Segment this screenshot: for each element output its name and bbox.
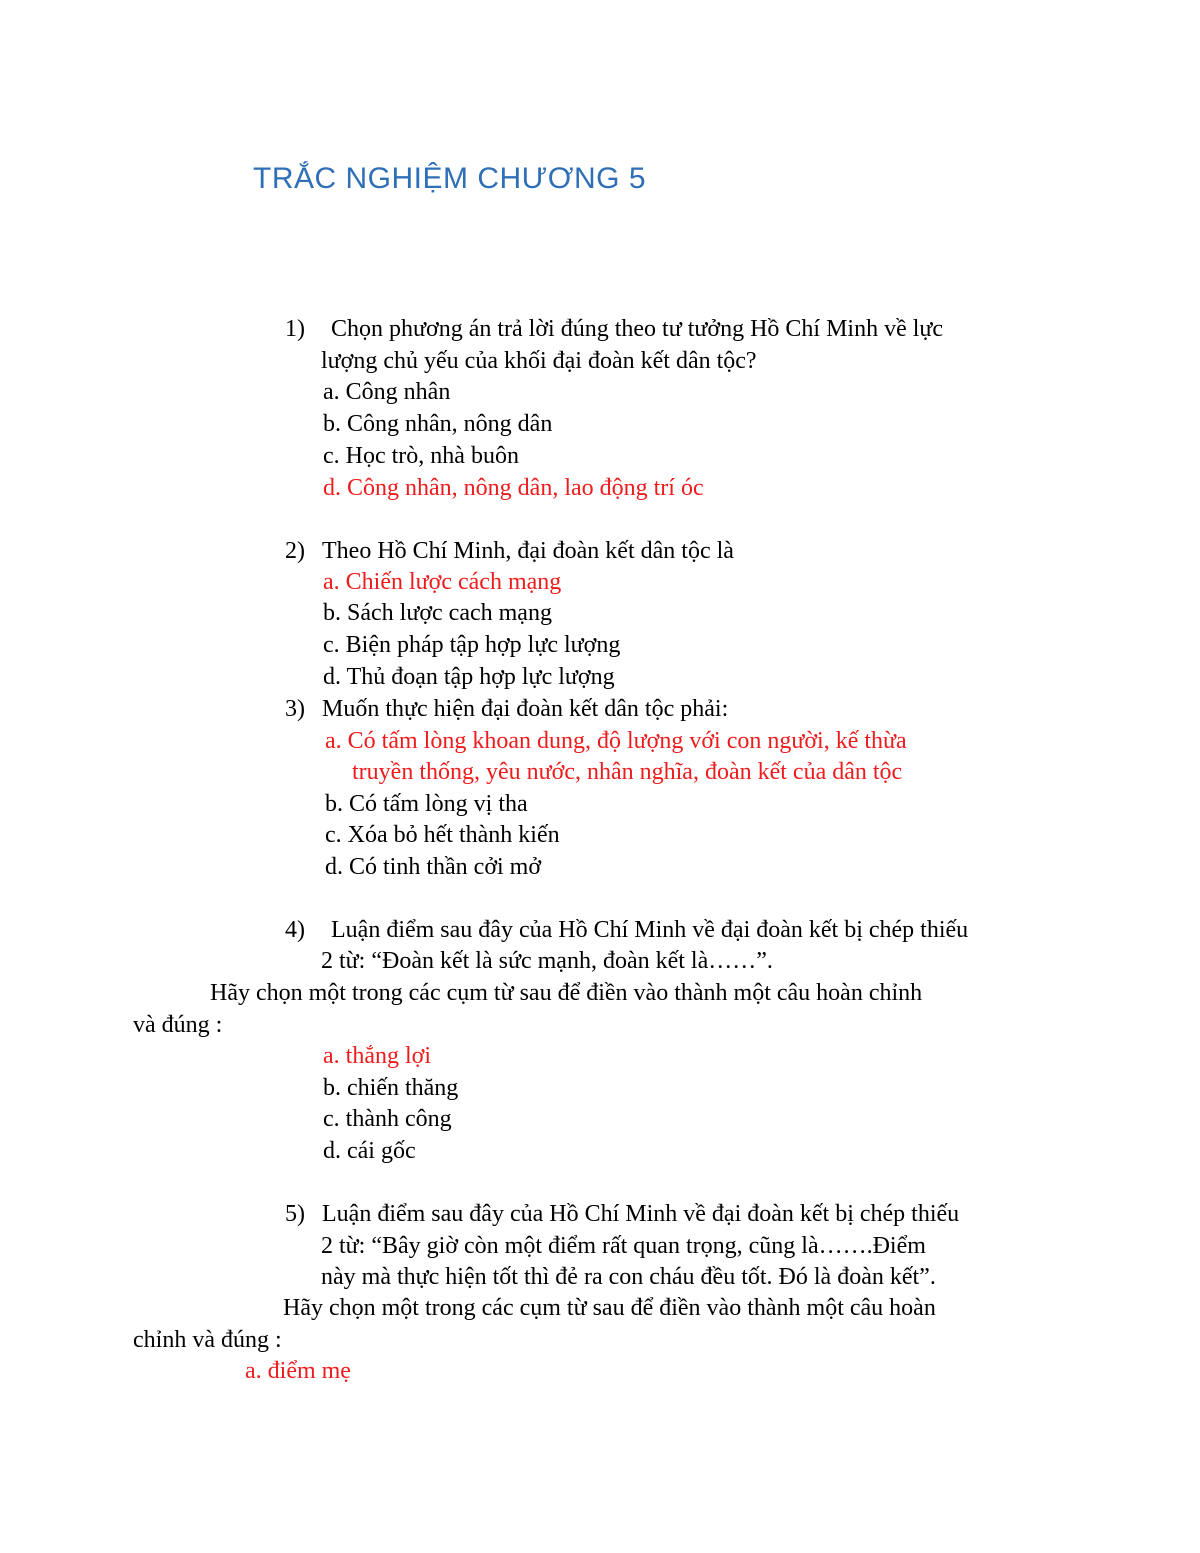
instruction-text: Hãy chọn một trong các cụm từ sau để điền vào thành một câu hoàn chỉnh xyxy=(210,980,923,1006)
option-a-correct: a. thắng lợi xyxy=(323,1043,431,1069)
question-number: 3) xyxy=(285,696,305,722)
question-text: này mà thực hiện tốt thì đẻ ra con cháu đều tốt. Đó là đoàn kết”. xyxy=(321,1264,936,1290)
option-a-correct: a. điểm mẹ xyxy=(245,1358,351,1384)
option-c: c. Học trò, nhà buôn xyxy=(323,443,519,469)
instruction-text: chỉnh và đúng : xyxy=(133,1327,282,1353)
question-text: Chọn phương án trả lời đúng theo tư tưởng Hồ Chí Minh về lực xyxy=(331,316,944,342)
question-text: lượng chủ yếu của khối đại đoàn kết dân tộc? xyxy=(321,348,757,374)
option-c: c. thành công xyxy=(323,1106,452,1132)
option-d: d. cái gốc xyxy=(323,1138,416,1164)
option-b: b. Sách lược cach mạng xyxy=(323,600,552,626)
option-c: c. Xóa bỏ hết thành kiến xyxy=(325,822,560,848)
option-a: a. Công nhân xyxy=(323,379,451,405)
instruction-text: Hãy chọn một trong các cụm từ sau để điền vào thành một câu hoàn xyxy=(283,1295,936,1321)
option-b: b. Công nhân, nông dân xyxy=(323,411,553,437)
instruction-text: và đúng : xyxy=(133,1012,223,1038)
question-text: 2 từ: “Đoàn kết là sức mạnh, đoàn kết là……”. xyxy=(321,948,773,974)
question-number: 4) xyxy=(285,917,305,943)
option-d: d. Thủ đoạn tập hợp lực lượng xyxy=(323,664,615,690)
page-title: TRẮC NGHIỆM CHƯƠNG 5 xyxy=(253,162,647,195)
question-text: Luận điểm sau đây của Hồ Chí Minh về đại đoàn kết bị chép thiếu xyxy=(331,917,969,943)
option-d: d. Có tinh thần cởi mở xyxy=(325,854,542,880)
question-number: 5) xyxy=(285,1201,305,1227)
question-number: 2) xyxy=(285,538,305,564)
option-a-continuation: truyền thống, yêu nước, nhân nghĩa, đoàn kết của dân tộc xyxy=(352,759,903,785)
option-b: b. chiến thăng xyxy=(323,1075,459,1101)
option-a-correct: a. Có tấm lòng khoan dung, độ lượng với con người, kế thừa xyxy=(325,728,907,754)
question-number: 1) xyxy=(285,316,305,342)
question-text: Luận điểm sau đây của Hồ Chí Minh về đại đoàn kết bị chép thiếu xyxy=(322,1201,960,1227)
option-b: b. Có tấm lòng vị tha xyxy=(325,791,528,817)
question-text: 2 từ: “Bây giờ còn một điểm rất quan trọng, cũng là…….Điểm xyxy=(321,1233,926,1259)
option-d-correct: d. Công nhân, nông dân, lao động trí óc xyxy=(323,475,704,501)
question-text: Theo Hồ Chí Minh, đại đoàn kết dân tộc là xyxy=(322,538,734,564)
option-c: c. Biện pháp tập hợp lực lượng xyxy=(323,632,621,658)
option-a-correct: a. Chiến lược cách mạng xyxy=(323,569,562,595)
question-text: Muốn thực hiện đại đoàn kết dân tộc phải: xyxy=(322,696,729,722)
